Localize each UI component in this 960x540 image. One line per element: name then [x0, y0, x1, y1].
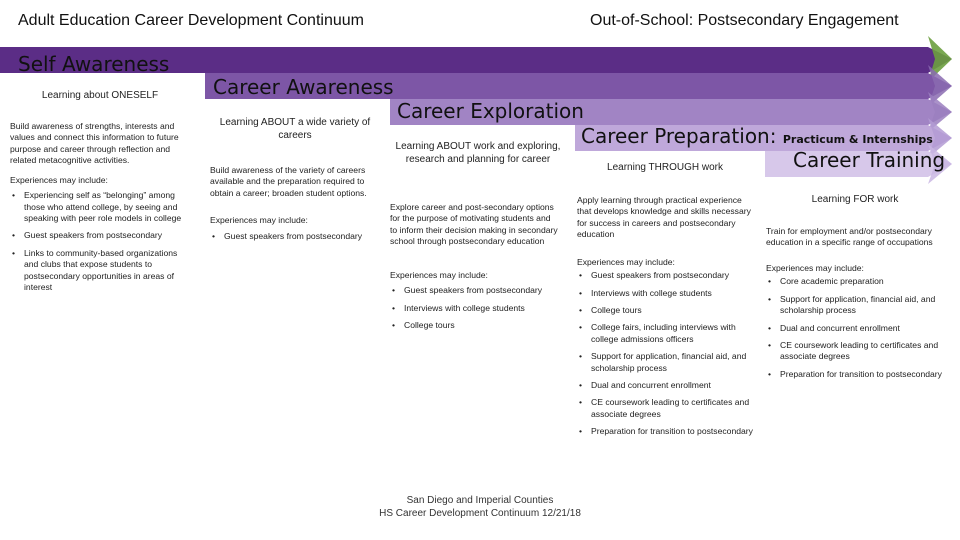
experience-list-self-awareness	[10, 190, 182, 293]
list-item: • Guest speakers from postsecondary	[10, 230, 182, 241]
list-item: • Guest speakers from postsecondary	[390, 285, 560, 296]
description-career-training: Train for employment and/or postsecondary education in a specific range of occupations	[766, 226, 933, 248]
list-item: • Experiencing self as “belonging” among those who attend college, by seeing and speaking with peer role models in college	[10, 190, 182, 224]
experiences-label-career-training: Experiences may include:	[766, 262, 864, 273]
list-item: • College tours	[577, 305, 755, 316]
segment-title: Out-of-School: Postsecondary Engagement	[590, 12, 899, 29]
list-item: • Interviews with college students	[390, 303, 560, 314]
experiences-label-career-awareness: Experiences may include:	[210, 215, 308, 226]
subtitle-self-awareness: Learning about ONESELF	[41, 90, 159, 101]
subtitle-career-awareness: Learning ABOUT a wide variety of careers	[219, 117, 371, 141]
description-self-awareness: Build awareness of strengths, interests and values and connect this information to future purpose and career through reflection and related metacognitive activities.	[10, 121, 179, 166]
footer-line-2: HS Career Development Continuum 12/21/18	[379, 508, 581, 519]
stage-title-career-preparation-suffix: Practicum & Internships	[782, 133, 933, 146]
stage-title-self-awareness: Self Awareness	[18, 52, 170, 76]
experiences-label-self-awareness: Experiences may include:	[10, 174, 108, 185]
list-item: • College fairs, including interviews with college admissions officers	[577, 322, 755, 345]
subtitle-career-training: Learning FOR work	[811, 194, 899, 205]
list-item: • Guest speakers from postsecondary	[577, 270, 755, 281]
list-item: • Guest speakers from postsecondary	[210, 231, 378, 242]
list-item: • College tours	[390, 320, 560, 331]
subtitle-career-exploration: Learning ABOUT work and exploring, research and planning for career	[395, 141, 561, 165]
list-item: • Preparation for transition to postsecondary	[577, 426, 755, 437]
description-career-awareness: Build awareness of the variety of careers available and the preparation required to obtain a career; broaden student options.	[210, 165, 367, 198]
description-career-exploration: Explore career and post-secondary options for the purpose of motivating students and to inform their decision making in secondary school through postsecondary education	[390, 202, 558, 247]
column-career-training	[766, 226, 944, 386]
column-career-exploration	[390, 202, 560, 337]
subtitle-career-preparation: Learning THROUGH work	[607, 162, 723, 173]
footer-line-1: San Diego and Imperial Counties	[406, 495, 554, 506]
stage-title-career-training: Career Training	[793, 148, 946, 172]
list-item: • Support for application, financial aid, and scholarship process	[577, 351, 755, 374]
list-item: • CE coursework leading to certificates and associate degrees	[766, 340, 944, 363]
experience-list-career-exploration	[390, 285, 560, 331]
continuum-title: Adult Education Career Development Continuum	[18, 12, 364, 29]
footer	[330, 494, 630, 520]
stage-title-career-exploration: Career Exploration	[397, 99, 584, 123]
experience-list-career-training	[766, 276, 944, 380]
stage-title-career-awareness: Career Awareness	[213, 75, 394, 99]
description-career-preparation: Apply learning through practical experience that develops knowledge and skills necessary for success in careers and postsecondary education	[577, 195, 751, 240]
list-item: • Dual and concurrent enrollment	[766, 323, 944, 334]
stage-title-career-preparation-main: Career Preparation:	[581, 124, 777, 148]
list-item: • Preparation for transition to postsecondary	[766, 369, 944, 380]
column-career-preparation	[577, 195, 755, 444]
list-item: • Links to community-based organizations and clubs that expose students to postsecondary opportunities in areas of interest	[10, 248, 182, 294]
list-item: • Interviews with college students	[577, 288, 755, 299]
experiences-label-career-exploration: Experiences may include:	[390, 269, 488, 280]
list-item: • Core academic preparation	[766, 276, 944, 287]
list-item: • Dual and concurrent enrollment	[577, 380, 755, 391]
column-career-awareness	[210, 165, 378, 248]
list-item: • Support for application, financial aid, and scholarship process	[766, 294, 944, 317]
list-item: • CE coursework leading to certificates and associate degrees	[577, 397, 755, 420]
experience-list-career-awareness	[210, 231, 378, 242]
experiences-label-career-preparation: Experiences may include:	[577, 256, 675, 267]
column-self-awareness	[10, 121, 182, 299]
experience-list-career-preparation	[577, 270, 755, 438]
stage-title-career-preparation	[581, 124, 933, 148]
